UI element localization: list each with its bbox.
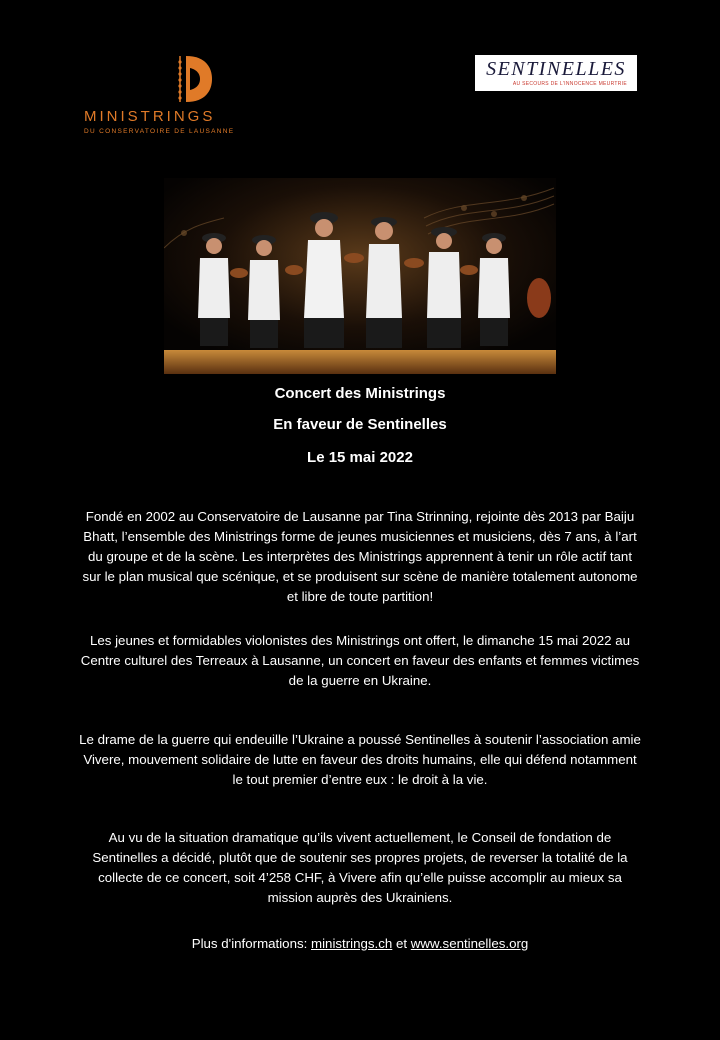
- more-info-joiner: et: [392, 936, 411, 951]
- paragraph-founding: [40, 507, 680, 607]
- text-line: et libre de toute partition!: [286, 589, 434, 604]
- sentinelles-subtitle: AU SECOURS DE L'INNOCENCE MEURTRIE: [512, 81, 627, 87]
- ministrings-link[interactable]: ministrings.ch: [311, 936, 393, 951]
- text-line: Centre culturel des Terreaux à Lausanne, un concert en faveur des enfants et femmes victimes: [80, 653, 640, 668]
- text-line: le tout premier d’entre eux : le droit à la vie.: [232, 772, 488, 787]
- text-line: Au vu de la situation dramatique qu’ils vivent actuellement, le Conseil de fondation de: [108, 830, 612, 845]
- text-line: Sentinelles a décidé, plutôt que de soutenir ses propres projets, de reverser la totalité de la: [92, 850, 628, 865]
- text-line: collecte de ce concert, soit 4’258 CHF, à Vivere afin qu’elle puisse accomplir au mieux sa: [98, 870, 622, 885]
- text-line: sur le plan musical que scénique, et se produisent sur scène de manière totalement autonome: [82, 569, 638, 584]
- more-info: [0, 936, 720, 951]
- text-line: mission auprès des Ukrainiens.: [267, 890, 453, 905]
- concert-photo: [164, 178, 556, 374]
- text-line: Les jeunes et formidables violonistes des Ministrings ont offert, le dimanche 15 mai 2022 au: [89, 633, 631, 648]
- sentinelles-logo: [475, 55, 637, 91]
- ministrings-subtitle: DU CONSERVATOIRE DE LAUSANNE: [84, 128, 235, 135]
- paragraph-concert: [40, 631, 680, 691]
- text-line: Vivere, mouvement solidaire de lutte en faveur des droits humains, elle qui défend notamment: [83, 752, 637, 767]
- concert-subtitle: En faveur de Sentinelles: [273, 416, 447, 433]
- text-line: de la guerre en Ukraine.: [288, 673, 432, 688]
- concert-date: Le 15 mai 2022: [307, 449, 413, 466]
- text-line: Fondé en 2002 au Conservatoire de Lausanne par Tina Strinning, rejointe dès 2013 par Baiju: [85, 509, 635, 524]
- sentinelles-name: SENTINELLES: [486, 58, 626, 80]
- ministrings-name: MINISTRINGS: [84, 108, 216, 125]
- text-line: Le drame de la guerre qui endeuille l’Ukraine a poussé Sentinelles à soutenir l’association amie: [79, 732, 641, 747]
- more-info-prefix: Plus d'informations:: [191, 936, 312, 951]
- text-line: du groupe et de la scène. Les interprètes des Ministrings apprennent à tenir un rôle actif tant: [87, 549, 633, 564]
- paragraph-donation: [40, 828, 680, 908]
- ministrings-mark-icon: [172, 54, 212, 104]
- ministrings-logo: [80, 50, 240, 140]
- sentinelles-link[interactable]: www.sentinelles.org: [410, 936, 529, 951]
- text-line: Bhatt, l’ensemble des Ministrings forme de jeunes musiciennes et musiciens, dès 7 ans, à l’art: [83, 529, 637, 544]
- paragraph-war: [40, 730, 680, 790]
- concert-title: Concert des Ministrings: [274, 385, 446, 402]
